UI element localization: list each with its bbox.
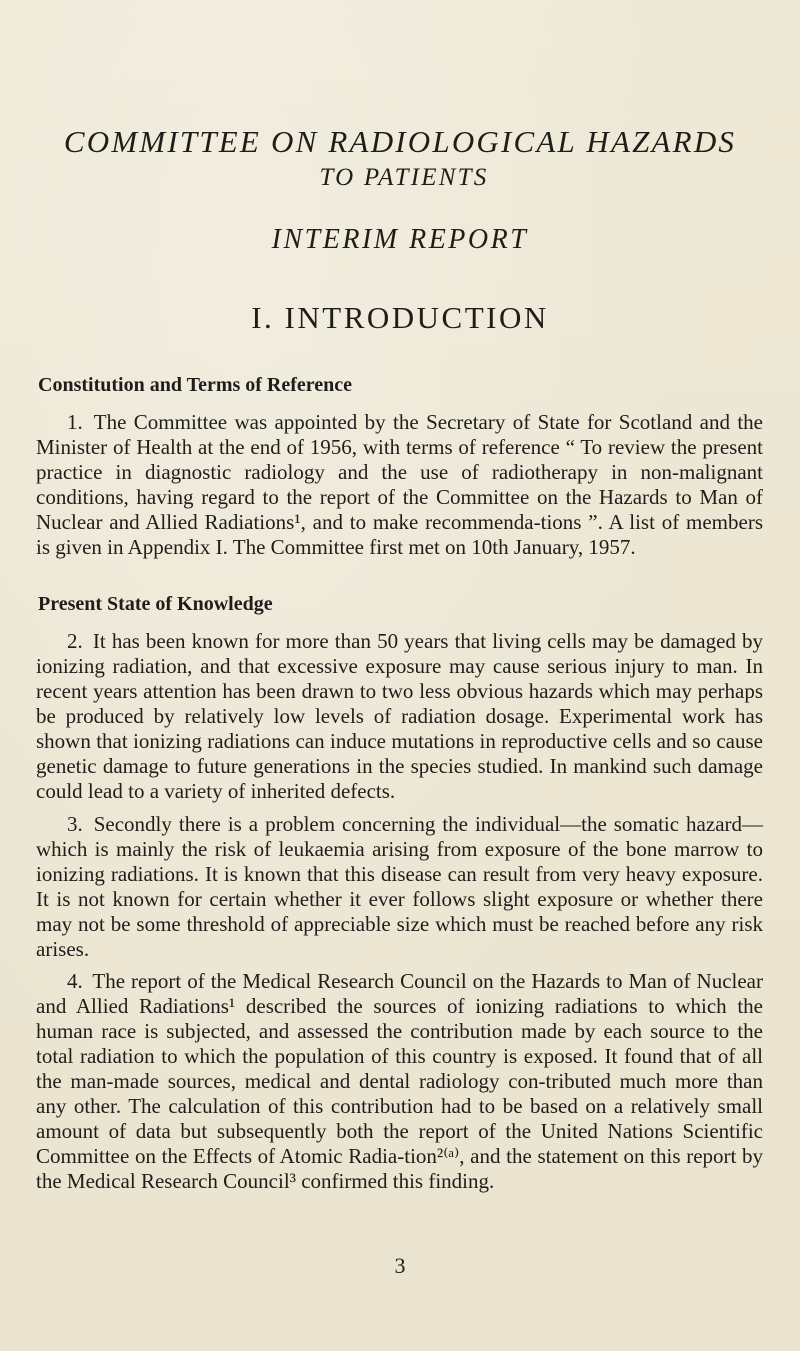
paragraph-3 — [36, 812, 763, 962]
paragraph-1 — [36, 410, 763, 560]
paragraph-number: 4. — [67, 969, 83, 993]
paragraph-2 — [36, 629, 763, 804]
section-title: I. INTRODUCTION — [251, 300, 549, 335]
paragraph-text: The Committee was appointed by the Secretary of State for Scotland and the Minister of Health at the end of 1956, with terms of reference “ To review the present practice in diagnostic radiology and the use of radiotherapy in non-malignant conditions, having regard to the report of the Committee on the Hazards to Man of Nuclear and Allied Radiations¹, and to make recommenda-tions ”. A list of members is given in Appendix I. The Committee first met on 10th January, 1957. — [36, 410, 764, 559]
paragraph-number: 1. — [67, 410, 83, 434]
paragraph-text: Secondly there is a problem concerning the individual—the somatic hazard—which is mainly the risk of leukaemia arising from exposure of the bone marrow to ionizing radiations. It is known that this disease can result from very heavy exposure. It is not known for certain whether it ever follows slight exposure or whether there may not be some threshold of appreciable size which must be reached before any risk arises. — [36, 812, 764, 961]
report-subtitle: INTERIM REPORT — [271, 224, 529, 255]
section-heading-constitution: Constitution and Terms of Reference — [38, 374, 353, 396]
paragraph-4 — [36, 969, 763, 1194]
paragraph-text: The report of the Medical Research Council on the Hazards to Man of Nuclear and Allied Radiations¹ described the sources of ionizing radiations to which the human race is subjected, and assessed the contribution made by each source to the total radiation to which the population of this country is exposed. It found that of all the man-made sources, medical and dental radiology con-tributed much more than any other. The calculation of this contribution had to be based on a relatively small amount of data but subsequently both the report of the United Nations Scientific Committee on the Effects of Atomic Radia-tion²⁽ᵃ⁾, and the statement on this report by the Medical Research Council³ confirmed this finding. — [36, 969, 763, 1193]
paragraph-text: It has been known for more than 50 years that living cells may be damaged by ionizing radiation, and that excessive exposure may cause serious injury to man. In recent years attention has been drawn to two less obvious hazards which may perhaps be produced by relatively low levels of radiation dosage. Experimental work has shown that ionizing radiations can induce mutations in reproductive cells and so cause genetic damage to future generations in the species studied. In mankind such damage could lead to a variety of inherited defects. — [36, 629, 764, 803]
section-heading-knowledge: Present State of Knowledge — [38, 593, 273, 615]
paragraph-number: 3. — [67, 812, 83, 836]
paragraph-number: 2. — [67, 629, 83, 653]
page-number: 3 — [394, 1253, 406, 1278]
report-title-line-1: COMMITTEE ON RADIOLOGICAL HAZARDS — [63, 124, 737, 159]
report-title-line-2: TO PATIENTS — [319, 164, 489, 191]
